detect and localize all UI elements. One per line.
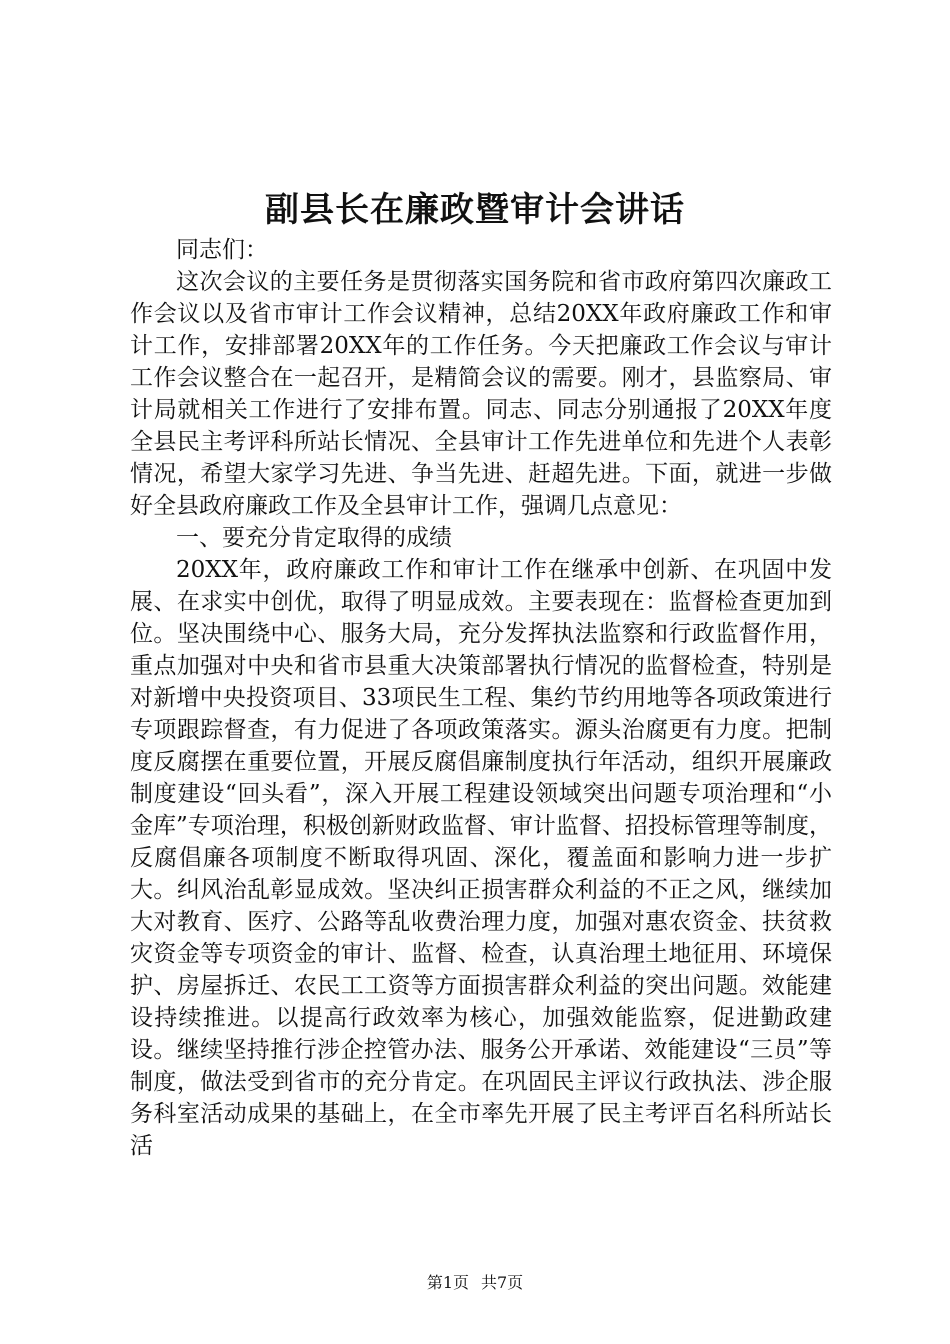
section-heading: 一、要充分肯定取得的成绩 (176, 525, 452, 551)
page-total: 共7页 (481, 1273, 524, 1292)
salutation-paragraph: 同志们： (176, 237, 268, 263)
page-number: 第1页 (426, 1273, 469, 1292)
document-title: 副县长在廉政暨审计会讲话 (265, 190, 685, 230)
page-footer (0, 1272, 950, 1294)
intro-paragraph: 这次会议的主要任务是贯彻落实国务院和省市政府第四次廉政工作会议以及省市审计工作会议精神，总结20XX年政府廉政工作和审计工作，安排部署20XX年的工作任务。今天把廉政工作会议与审计工作会议整合在一起召开，是精简会议的需要。刚才，县监察局、审计局就相关工作进行了安排布置。同志、同志分别通报了20XX年度全县民主考评科所站长情况、全县审计工作先进单位和先进个人表彰情况，希望大家学习先进、争当先进、赶超先进。下面，就进一步做好全县政府廉政工作及全县审计工作，强调几点意见： (130, 269, 832, 519)
achievements-paragraph: 20XX年，政府廉政工作和审计工作在继承中创新、在巩固中发展、在求实中创优，取得了明显成效。主要表现在：监督检查更加到位。坚决围绕中心、服务大局，充分发挥执法监察和行政监督作用，重点加强对中央和省市县重大决策部署执行情况的监督检查，特别是对新增中央投资项目、33项民生工程、集约节约用地等各项政策进行专项跟踪督查，有力促进了各项政策落实。源头治腐更有力度。把制度反腐摆在重要位置，开展反腐倡廉制度执行年活动，组织开展廉政制度建设“回头看”，深入开展工程建设领域突出问题专项治理和“小金库”专项治理，积极创新财政监督、审计监督、招投标管理等制度，反腐倡廉各项制度不断取得巩固、深化，覆盖面和影响力进一步扩大。纠风治乱彰显成效。坚决纠正损害群众利益的不正之风，继续加大对教育、医疗、公路等乱收费治理力度，加强对惠农资金、扶贫救灾资金等专项资金的审计、监督、检查，认真治理土地征用、环境保护、房屋拆迁、农民工工资等方面损害群众利益的突出问题。效能建设持续推进。以提高行政效率为核心，加强效能监察，促进勤政建设。继续坚持推行涉企控管办法、服务公开承诺、效能建设“三员”等制度，做法受到省市的充分肯定。在巩固民主评议行政执法、涉企服务科室活动成果的基础上，在全市率先开展了民主考评百名科所站长活 (130, 557, 832, 1159)
document-body (130, 234, 832, 1162)
